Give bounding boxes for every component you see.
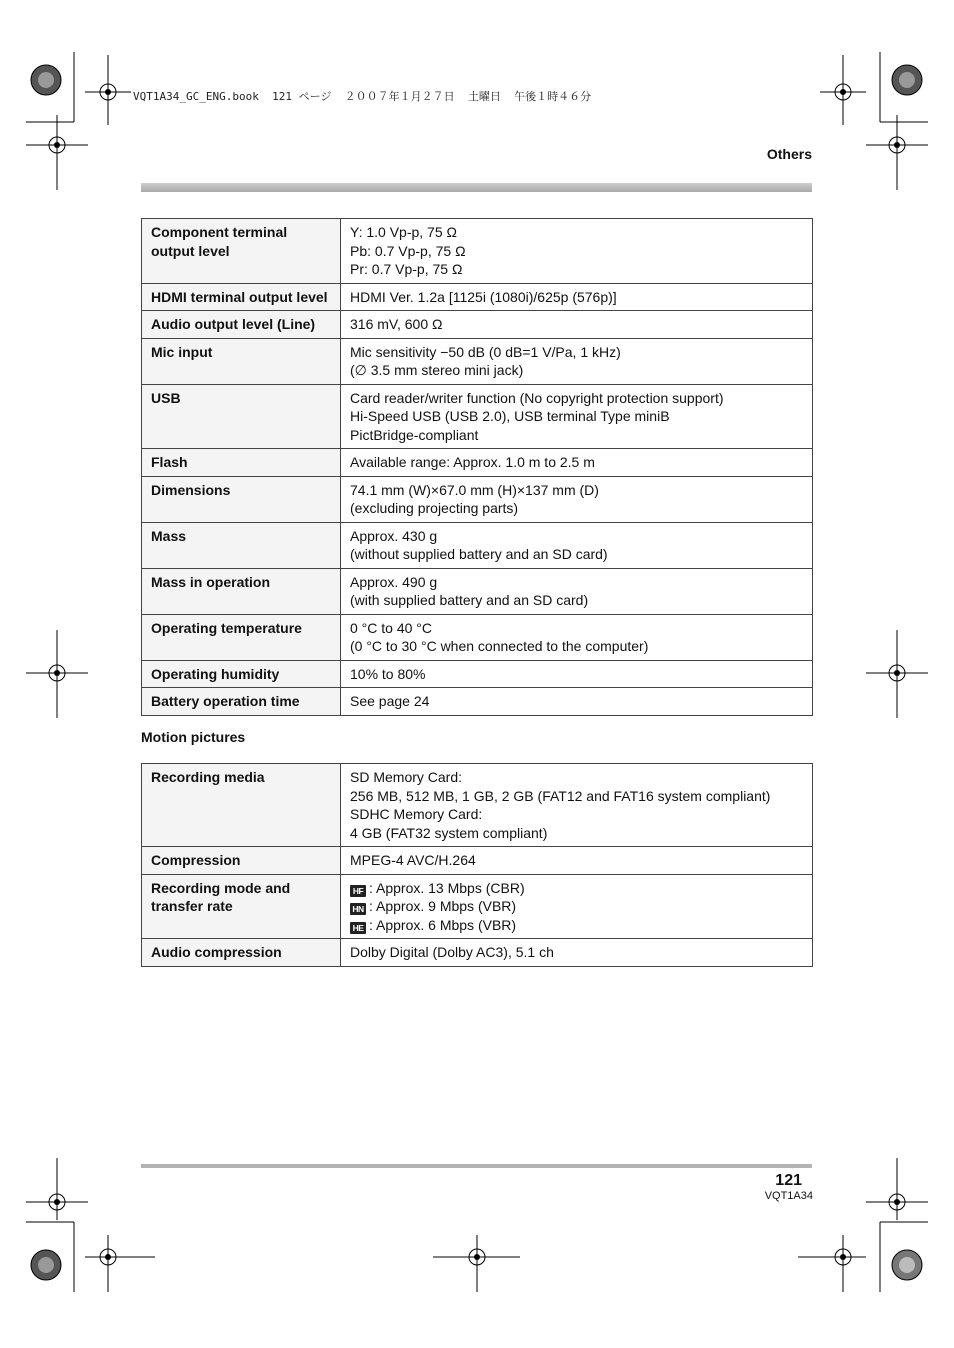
page-number: 121 xyxy=(775,1172,802,1189)
table-row xyxy=(142,384,813,449)
spec-value-line: MPEG-4 AVC/H.264 xyxy=(350,852,476,868)
spec-value xyxy=(341,847,813,875)
spec-value-line: Card reader/writer function (No copyright protection support) xyxy=(350,389,724,406)
spec-value-line: Hi-Speed USB (USB 2.0), USB terminal Type miniB xyxy=(350,408,670,424)
spec-label: Battery operation time xyxy=(142,688,341,716)
spec-value xyxy=(341,449,813,477)
spec-value-line: (excluding projecting parts) xyxy=(350,500,519,516)
spec-value-line: Approx. 490 g xyxy=(350,573,438,590)
spec-label: Audio output level (Line) xyxy=(142,311,341,339)
spec-value-line: PictBridge-compliant xyxy=(350,426,479,443)
spec-value-line: (with supplied battery and an SD card) xyxy=(350,592,589,608)
spec-value-line: Approx. 430 g xyxy=(350,527,438,544)
table-row xyxy=(142,522,813,568)
table-row xyxy=(142,847,813,875)
spec-label: Compression xyxy=(142,847,341,875)
spec-value xyxy=(341,219,813,284)
spec-label: Recording media xyxy=(142,764,341,847)
table-row xyxy=(142,939,813,967)
table-row xyxy=(142,219,813,284)
spec-value-line: SDHC Memory Card: xyxy=(350,806,483,822)
print-slug-line: VQT1A34_GC_ENG.book 121 ページ ２００７年１月２７日 土曜日 午後１時４６分 xyxy=(133,90,592,103)
spec-value-line: Pr: 0.7 Vp-p, 75 Ω xyxy=(350,261,463,277)
spec-value xyxy=(341,568,813,614)
recording-mode-line xyxy=(350,897,803,916)
motion-pictures-table xyxy=(141,763,813,967)
recording-mode-icon: HF xyxy=(350,885,366,897)
spec-value xyxy=(341,764,813,847)
recording-mode-rate: : Approx. 13 Mbps (CBR) xyxy=(369,879,525,896)
spec-value-line: 316 mV, 600 Ω xyxy=(350,316,443,332)
recording-mode-rate: : Approx. 9 Mbps (VBR) xyxy=(369,898,517,914)
table-row xyxy=(142,874,813,939)
spec-value xyxy=(341,660,813,688)
table-row xyxy=(142,568,813,614)
spec-value-line: (without supplied battery and an SD card) xyxy=(350,546,608,562)
spec-value xyxy=(341,311,813,339)
spec-value-line: See page 24 xyxy=(350,693,430,709)
spec-value-line: Available range: Approx. 1.0 m to 2.5 m xyxy=(350,454,595,470)
spec-value-line: HDMI Ver. 1.2a [1125i (1080i)/625p (576p)] xyxy=(350,288,617,305)
recording-mode-icon: HE xyxy=(350,922,366,934)
table-row xyxy=(142,764,813,847)
recording-mode-icon: HN xyxy=(350,903,366,915)
spec-value-line: 4 GB (FAT32 system compliant) xyxy=(350,824,548,841)
spec-value xyxy=(341,522,813,568)
table-row xyxy=(142,338,813,384)
table-row xyxy=(142,449,813,477)
spec-value-line: Y: 1.0 Vp-p, 75 Ω xyxy=(350,224,457,240)
spec-value-line: (0 °C to 30 °C when connected to the computer) xyxy=(350,638,649,654)
table-row xyxy=(142,476,813,522)
spec-value xyxy=(341,874,813,939)
table-row xyxy=(142,614,813,660)
spec-value xyxy=(341,939,813,967)
spec-label: Mass in operation xyxy=(142,568,341,614)
spec-value xyxy=(341,384,813,449)
spec-value xyxy=(341,283,813,311)
spec-value-line: SD Memory Card: xyxy=(350,769,463,785)
spec-value xyxy=(341,688,813,716)
spec-value-line: 10% to 80% xyxy=(350,665,426,682)
recording-mode-rate: : Approx. 6 Mbps (VBR) xyxy=(369,916,517,933)
spec-label: Flash xyxy=(142,449,341,477)
table-row xyxy=(142,311,813,339)
spec-value-line: 256 MB, 512 MB, 1 GB, 2 GB (FAT12 and FAT16 system compliant) xyxy=(350,787,771,804)
specifications-table xyxy=(141,218,813,716)
spec-label: Recording mode and transfer rate xyxy=(142,874,341,939)
spec-value-line: (∅ 3.5 mm stereo mini jack) xyxy=(350,362,524,378)
spec-label: Dimensions xyxy=(142,476,341,522)
spec-value-line: Dolby Digital (Dolby AC3), 5.1 ch xyxy=(350,944,554,960)
spec-value-line: Pb: 0.7 Vp-p, 75 Ω xyxy=(350,242,466,259)
spec-value xyxy=(341,338,813,384)
spec-label: Component terminal output level xyxy=(142,219,341,284)
recording-mode-line xyxy=(350,879,803,898)
spec-value xyxy=(341,476,813,522)
spec-label: HDMI terminal output level xyxy=(142,283,341,311)
section-title: Others xyxy=(766,146,812,162)
spec-label: Mass xyxy=(142,522,341,568)
spec-label: Mic input xyxy=(142,338,341,384)
table-row xyxy=(142,283,813,311)
model-code: VQT1A34 xyxy=(764,1190,813,1202)
spec-value-line: Mic sensitivity −50 dB (0 dB=1 V/Pa, 1 kHz) xyxy=(350,343,621,360)
spec-value-line: 74.1 mm (W)×67.0 mm (H)×137 mm (D) xyxy=(350,481,599,498)
motion-pictures-heading: Motion pictures xyxy=(141,729,246,745)
header-rule xyxy=(141,183,812,192)
spec-value xyxy=(341,614,813,660)
footer-rule xyxy=(141,1164,812,1168)
spec-label: Operating temperature xyxy=(142,614,341,660)
spec-label: Operating humidity xyxy=(142,660,341,688)
spec-label: Audio compression xyxy=(142,939,341,967)
table-row xyxy=(142,660,813,688)
table-row xyxy=(142,688,813,716)
spec-label: USB xyxy=(142,384,341,449)
spec-value-line: 0 °C to 40 °C xyxy=(350,619,433,636)
recording-mode-line xyxy=(350,916,803,935)
